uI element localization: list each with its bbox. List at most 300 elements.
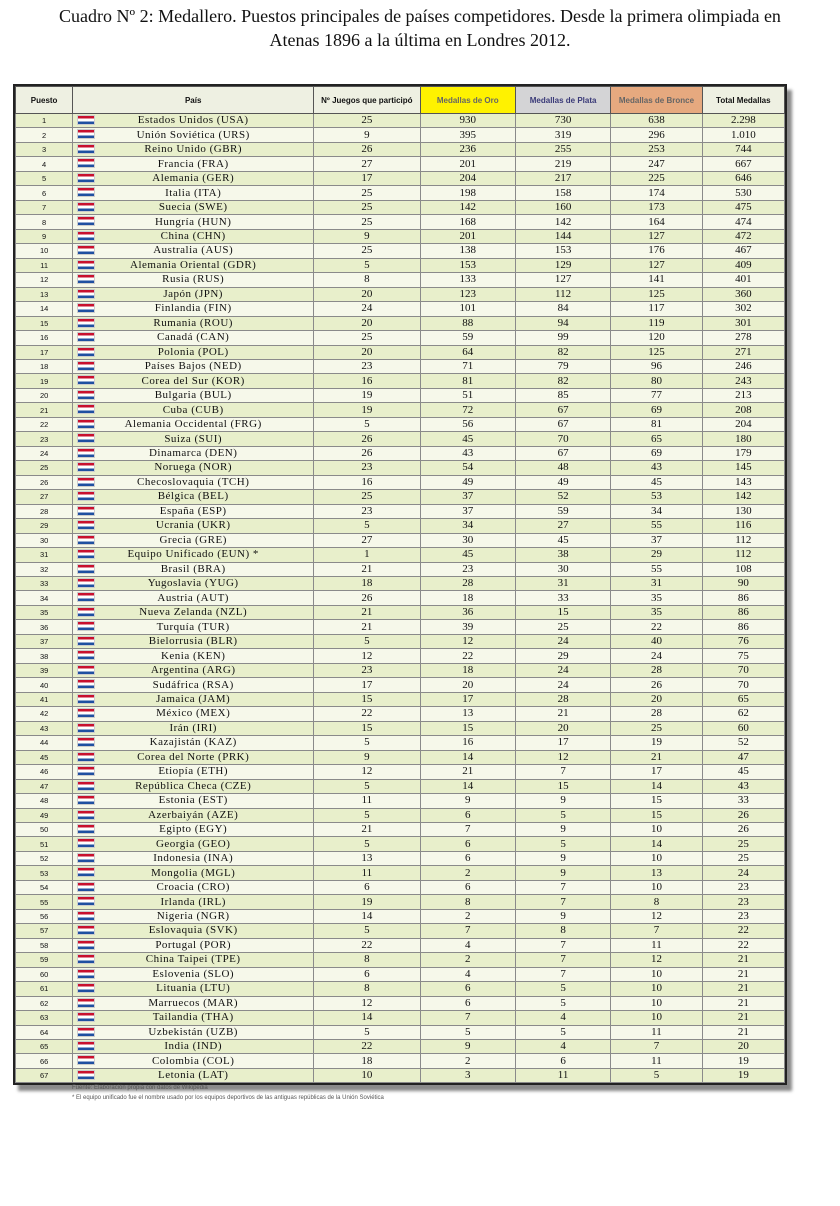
- cell-gold: 7: [420, 1011, 515, 1025]
- cell-bronze: 10: [611, 982, 702, 996]
- cell-games: 22: [314, 707, 420, 721]
- cell-silver: 127: [515, 273, 610, 287]
- cell-games: 16: [314, 374, 420, 388]
- cell-total: 116: [702, 519, 784, 533]
- cell-gold: 71: [420, 359, 515, 373]
- cell-country: Argentina (ARG): [73, 663, 314, 677]
- table-row: [16, 577, 785, 591]
- table-row: [16, 1068, 785, 1082]
- cell-rank: 31: [16, 548, 73, 562]
- cell-gold: 14: [420, 779, 515, 793]
- country-flag-icon: [77, 274, 95, 284]
- cell-country: Corea del Sur (KOR): [73, 374, 314, 388]
- caption-line-2: Atenas 1896 a la última en Londres 2012.: [269, 30, 571, 50]
- cell-games: 15: [314, 721, 420, 735]
- country-flag-icon: [77, 853, 95, 863]
- cell-gold: 236: [420, 142, 515, 156]
- cell-bronze: 28: [611, 663, 702, 677]
- cell-silver: 29: [515, 649, 610, 663]
- cell-gold: 201: [420, 157, 515, 171]
- cell-rank: 33: [16, 577, 73, 591]
- cell-rank: 58: [16, 938, 73, 952]
- cell-country: Austria (AUT): [73, 591, 314, 605]
- cell-rank: 18: [16, 359, 73, 373]
- table-row: [16, 519, 785, 533]
- cell-country: Sudáfrica (RSA): [73, 678, 314, 692]
- cell-rank: 19: [16, 374, 73, 388]
- country-flag-icon: [77, 737, 95, 747]
- cell-country: Equipo Unificado (EUN) *: [73, 548, 314, 562]
- country-flag-icon: [77, 969, 95, 979]
- table-row: [16, 533, 785, 547]
- cell-rank: 34: [16, 591, 73, 605]
- cell-rank: 11: [16, 258, 73, 272]
- caption-line-1: Cuadro Nº 2: Medallero. Puestos principales de países competidores. Desde la primera olimpiada en: [59, 6, 781, 26]
- cell-rank: 66: [16, 1054, 73, 1068]
- cell-silver: 27: [515, 519, 610, 533]
- cell-gold: 18: [420, 663, 515, 677]
- cell-games: 5: [314, 808, 420, 822]
- cell-country: Grecia (GRE): [73, 533, 314, 547]
- country-flag-icon: [77, 1070, 95, 1080]
- cell-total: 70: [702, 663, 784, 677]
- country-flag-icon: [77, 679, 95, 689]
- country-flag-icon: [77, 535, 95, 545]
- table-row: [16, 475, 785, 489]
- cell-games: 23: [314, 663, 420, 677]
- cell-rank: 56: [16, 909, 73, 923]
- cell-bronze: 10: [611, 996, 702, 1010]
- country-flag-icon: [77, 752, 95, 762]
- cell-country: Canadá (CAN): [73, 331, 314, 345]
- cell-games: 23: [314, 359, 420, 373]
- cell-total: 108: [702, 562, 784, 576]
- table-row: [16, 359, 785, 373]
- cell-rank: 61: [16, 982, 73, 996]
- cell-country: Países Bajos (NED): [73, 359, 314, 373]
- country-flag-icon: [77, 636, 95, 646]
- cell-gold: 64: [420, 345, 515, 359]
- table-row: [16, 562, 785, 576]
- cell-total: 474: [702, 215, 784, 229]
- table-row: [16, 432, 785, 446]
- country-flag-icon: [77, 260, 95, 270]
- cell-total: 43: [702, 779, 784, 793]
- cell-rank: 14: [16, 302, 73, 316]
- cell-rank: 65: [16, 1040, 73, 1054]
- cell-bronze: 15: [611, 794, 702, 808]
- cell-total: 475: [702, 200, 784, 214]
- cell-rank: 1: [16, 114, 73, 128]
- table-row: [16, 678, 785, 692]
- cell-bronze: 7: [611, 924, 702, 938]
- cell-bronze: 11: [611, 938, 702, 952]
- cell-total: 23: [702, 909, 784, 923]
- table-row: [16, 490, 785, 504]
- cell-bronze: 21: [611, 750, 702, 764]
- cell-rank: 45: [16, 750, 73, 764]
- cell-silver: 11: [515, 1068, 610, 1082]
- table-row: [16, 591, 785, 605]
- cell-gold: 51: [420, 388, 515, 402]
- cell-total: 143: [702, 475, 784, 489]
- cell-gold: 204: [420, 171, 515, 185]
- cell-rank: 44: [16, 736, 73, 750]
- cell-games: 25: [314, 114, 420, 128]
- cell-rank: 46: [16, 765, 73, 779]
- table-row: [16, 229, 785, 243]
- cell-country: Kazajistán (KAZ): [73, 736, 314, 750]
- table-row: [16, 1011, 785, 1025]
- cell-country: Estonia (EST): [73, 794, 314, 808]
- table-row: [16, 461, 785, 475]
- country-flag-icon: [77, 231, 95, 241]
- cell-bronze: 11: [611, 1025, 702, 1039]
- cell-gold: 43: [420, 446, 515, 460]
- cell-games: 17: [314, 678, 420, 692]
- cell-bronze: 174: [611, 186, 702, 200]
- cell-bronze: 12: [611, 909, 702, 923]
- cell-total: 271: [702, 345, 784, 359]
- cell-gold: 101: [420, 302, 515, 316]
- country-flag-icon: [77, 983, 95, 993]
- cell-country: México (MEX): [73, 707, 314, 721]
- cell-rank: 27: [16, 490, 73, 504]
- cell-games: 22: [314, 1040, 420, 1054]
- cell-rank: 23: [16, 432, 73, 446]
- cell-silver: 9: [515, 909, 610, 923]
- cell-total: 301: [702, 316, 784, 330]
- cell-rank: 54: [16, 880, 73, 894]
- cell-silver: 31: [515, 577, 610, 591]
- country-flag-icon: [77, 911, 95, 921]
- table-row: [16, 1025, 785, 1039]
- cell-country: Polonia (POL): [73, 345, 314, 359]
- cell-total: 22: [702, 938, 784, 952]
- cell-country: Alemania Oriental (GDR): [73, 258, 314, 272]
- cell-games: 12: [314, 765, 420, 779]
- cell-games: 21: [314, 620, 420, 634]
- cell-country: Egipto (EGY): [73, 822, 314, 836]
- cell-country: China (CHN): [73, 229, 314, 243]
- cell-gold: 17: [420, 692, 515, 706]
- cell-total: 112: [702, 533, 784, 547]
- country-flag-icon: [77, 607, 95, 617]
- cell-bronze: 173: [611, 200, 702, 214]
- asterisk-note: * El equipo unificado fue el nombre usado por los equipos deportivos de las antiguas repúblicas de la Unión Soviética: [72, 1095, 384, 1101]
- cell-total: 25: [702, 851, 784, 865]
- cell-country: Tailandia (THA): [73, 1011, 314, 1025]
- cell-country: Nueva Zelanda (NZL): [73, 605, 314, 619]
- cell-rank: 37: [16, 634, 73, 648]
- cell-total: 204: [702, 417, 784, 431]
- cell-games: 15: [314, 692, 420, 706]
- table-row: [16, 837, 785, 851]
- table-row: [16, 750, 785, 764]
- cell-total: 76: [702, 634, 784, 648]
- cell-games: 17: [314, 171, 420, 185]
- cell-gold: 201: [420, 229, 515, 243]
- cell-rank: 67: [16, 1068, 73, 1082]
- table-body: [16, 114, 785, 1083]
- cell-gold: 28: [420, 577, 515, 591]
- country-flag-icon: [77, 144, 95, 154]
- cell-silver: 8: [515, 924, 610, 938]
- cell-games: 21: [314, 822, 420, 836]
- cell-total: 22: [702, 924, 784, 938]
- cell-bronze: 69: [611, 403, 702, 417]
- cell-gold: 6: [420, 851, 515, 865]
- header-gold: Medallas de Oro: [420, 87, 515, 114]
- cell-total: 213: [702, 388, 784, 402]
- cell-bronze: 40: [611, 634, 702, 648]
- cell-games: 6: [314, 967, 420, 981]
- cell-total: 21: [702, 996, 784, 1010]
- cell-gold: 3: [420, 1068, 515, 1082]
- country-flag-icon: [77, 838, 95, 848]
- cell-silver: 142: [515, 215, 610, 229]
- cell-gold: 198: [420, 186, 515, 200]
- cell-silver: 4: [515, 1040, 610, 1054]
- cell-games: 5: [314, 837, 420, 851]
- cell-country: Checoslovaquia (TCH): [73, 475, 314, 489]
- cell-rank: 36: [16, 620, 73, 634]
- cell-silver: 144: [515, 229, 610, 243]
- cell-bronze: 10: [611, 822, 702, 836]
- cell-rank: 24: [16, 446, 73, 460]
- cell-games: 12: [314, 649, 420, 663]
- cell-silver: 12: [515, 750, 610, 764]
- cell-rank: 40: [16, 678, 73, 692]
- cell-gold: 23: [420, 562, 515, 576]
- cell-silver: 45: [515, 533, 610, 547]
- cell-rank: 49: [16, 808, 73, 822]
- table-row: [16, 721, 785, 735]
- cell-bronze: 638: [611, 114, 702, 128]
- table-row: [16, 924, 785, 938]
- cell-rank: 59: [16, 953, 73, 967]
- country-flag-icon: [77, 896, 95, 906]
- cell-country: Croacia (CRO): [73, 880, 314, 894]
- cell-games: 5: [314, 634, 420, 648]
- cell-total: 145: [702, 461, 784, 475]
- cell-gold: 6: [420, 837, 515, 851]
- cell-bronze: 77: [611, 388, 702, 402]
- cell-bronze: 10: [611, 1011, 702, 1025]
- cell-gold: 168: [420, 215, 515, 229]
- cell-total: 23: [702, 880, 784, 894]
- header-bronze: Medallas de Bronce: [611, 87, 702, 114]
- table-row: [16, 996, 785, 1010]
- cell-gold: 37: [420, 490, 515, 504]
- cell-total: 2.298: [702, 114, 784, 128]
- cell-rank: 7: [16, 200, 73, 214]
- cell-total: 467: [702, 244, 784, 258]
- cell-silver: 9: [515, 794, 610, 808]
- cell-gold: 45: [420, 432, 515, 446]
- cell-country: Rusia (RUS): [73, 273, 314, 287]
- cell-country: Noruega (NOR): [73, 461, 314, 475]
- table-row: [16, 171, 785, 185]
- cell-gold: 20: [420, 678, 515, 692]
- cell-total: 26: [702, 822, 784, 836]
- cell-games: 26: [314, 591, 420, 605]
- cell-gold: 2: [420, 866, 515, 880]
- cell-country: Colombia (COL): [73, 1054, 314, 1068]
- cell-total: 130: [702, 504, 784, 518]
- cell-total: 646: [702, 171, 784, 185]
- cell-rank: 32: [16, 562, 73, 576]
- cell-silver: 67: [515, 403, 610, 417]
- cell-silver: 24: [515, 678, 610, 692]
- cell-total: 243: [702, 374, 784, 388]
- cell-bronze: 225: [611, 171, 702, 185]
- cell-gold: 18: [420, 591, 515, 605]
- cell-silver: 7: [515, 953, 610, 967]
- cell-rank: 5: [16, 171, 73, 185]
- cell-gold: 138: [420, 244, 515, 258]
- cell-rank: 52: [16, 851, 73, 865]
- cell-gold: 88: [420, 316, 515, 330]
- country-flag-icon: [77, 491, 95, 501]
- cell-country: España (ESP): [73, 504, 314, 518]
- country-flag-icon: [77, 824, 95, 834]
- cell-games: 5: [314, 779, 420, 793]
- cell-country: Etiopía (ETH): [73, 765, 314, 779]
- cell-total: 360: [702, 287, 784, 301]
- table-row: [16, 244, 785, 258]
- cell-total: 246: [702, 359, 784, 373]
- country-flag-icon: [77, 520, 95, 530]
- table-row: [16, 808, 785, 822]
- cell-country: Eslovenia (SLO): [73, 967, 314, 981]
- cell-games: 11: [314, 866, 420, 880]
- country-flag-icon: [77, 766, 95, 776]
- cell-silver: 4: [515, 1011, 610, 1025]
- table-row: [16, 345, 785, 359]
- cell-bronze: 25: [611, 721, 702, 735]
- cell-country: Bielorrusia (BLR): [73, 634, 314, 648]
- cell-silver: 7: [515, 938, 610, 952]
- cell-rank: 15: [16, 316, 73, 330]
- cell-total: 20: [702, 1040, 784, 1054]
- table-row: [16, 794, 785, 808]
- cell-rank: 4: [16, 157, 73, 171]
- cell-total: 112: [702, 548, 784, 562]
- cell-rank: 20: [16, 388, 73, 402]
- cell-silver: 255: [515, 142, 610, 156]
- cell-bronze: 34: [611, 504, 702, 518]
- cell-silver: 7: [515, 765, 610, 779]
- cell-gold: 16: [420, 736, 515, 750]
- cell-games: 27: [314, 533, 420, 547]
- cell-country: Ucrania (UKR): [73, 519, 314, 533]
- cell-rank: 12: [16, 273, 73, 287]
- cell-bronze: 7: [611, 1040, 702, 1054]
- cell-rank: 16: [16, 331, 73, 345]
- cell-gold: 6: [420, 996, 515, 1010]
- cell-country: Irán (IRI): [73, 721, 314, 735]
- country-flag-icon: [77, 318, 95, 328]
- country-flag-icon: [77, 332, 95, 342]
- cell-games: 19: [314, 388, 420, 402]
- cell-bronze: 125: [611, 345, 702, 359]
- footnotes: [72, 1083, 384, 1103]
- cell-bronze: 45: [611, 475, 702, 489]
- cell-games: 18: [314, 1054, 420, 1068]
- table-row: [16, 142, 785, 156]
- cell-bronze: 14: [611, 837, 702, 851]
- cell-gold: 39: [420, 620, 515, 634]
- cell-silver: 7: [515, 880, 610, 894]
- cell-silver: 67: [515, 417, 610, 431]
- cell-rank: 25: [16, 461, 73, 475]
- cell-games: 9: [314, 128, 420, 142]
- cell-country: Irlanda (IRL): [73, 895, 314, 909]
- cell-silver: 52: [515, 490, 610, 504]
- cell-silver: 5: [515, 982, 610, 996]
- table-row: [16, 663, 785, 677]
- cell-gold: 4: [420, 967, 515, 981]
- cell-country: Jamaica (JAM): [73, 692, 314, 706]
- cell-silver: 15: [515, 605, 610, 619]
- cell-silver: 219: [515, 157, 610, 171]
- cell-rank: 41: [16, 692, 73, 706]
- cell-gold: 5: [420, 1025, 515, 1039]
- cell-games: 16: [314, 475, 420, 489]
- country-flag-icon: [77, 650, 95, 660]
- cell-country: Bulgaria (BUL): [73, 388, 314, 402]
- cell-gold: 14: [420, 750, 515, 764]
- country-flag-icon: [77, 202, 95, 212]
- cell-bronze: 5: [611, 1068, 702, 1082]
- header-country: País: [73, 87, 314, 114]
- cell-games: 25: [314, 244, 420, 258]
- header-games: Nº Juegos que participó: [314, 87, 420, 114]
- country-flag-icon: [77, 781, 95, 791]
- cell-total: 180: [702, 432, 784, 446]
- cell-bronze: 22: [611, 620, 702, 634]
- cell-silver: 82: [515, 345, 610, 359]
- cell-silver: 17: [515, 736, 610, 750]
- cell-total: 21: [702, 1011, 784, 1025]
- cell-gold: 142: [420, 200, 515, 214]
- country-flag-icon: [77, 433, 95, 443]
- table-row: [16, 880, 785, 894]
- cell-silver: 48: [515, 461, 610, 475]
- cell-silver: 30: [515, 562, 610, 576]
- cell-rank: 28: [16, 504, 73, 518]
- cell-rank: 62: [16, 996, 73, 1010]
- table-header-row: [16, 87, 785, 114]
- cell-gold: 22: [420, 649, 515, 663]
- cell-gold: 8: [420, 895, 515, 909]
- table-row: [16, 822, 785, 836]
- cell-silver: 7: [515, 967, 610, 981]
- cell-country: Suiza (SUI): [73, 432, 314, 446]
- cell-silver: 24: [515, 634, 610, 648]
- country-flag-icon: [77, 564, 95, 574]
- cell-total: 65: [702, 692, 784, 706]
- table-row: [16, 157, 785, 171]
- cell-country: Unión Soviética (URS): [73, 128, 314, 142]
- header-total: Total Medallas: [702, 87, 784, 114]
- cell-gold: 6: [420, 808, 515, 822]
- cell-bronze: 35: [611, 605, 702, 619]
- cell-silver: 158: [515, 186, 610, 200]
- cell-total: 21: [702, 1025, 784, 1039]
- table-row: [16, 446, 785, 460]
